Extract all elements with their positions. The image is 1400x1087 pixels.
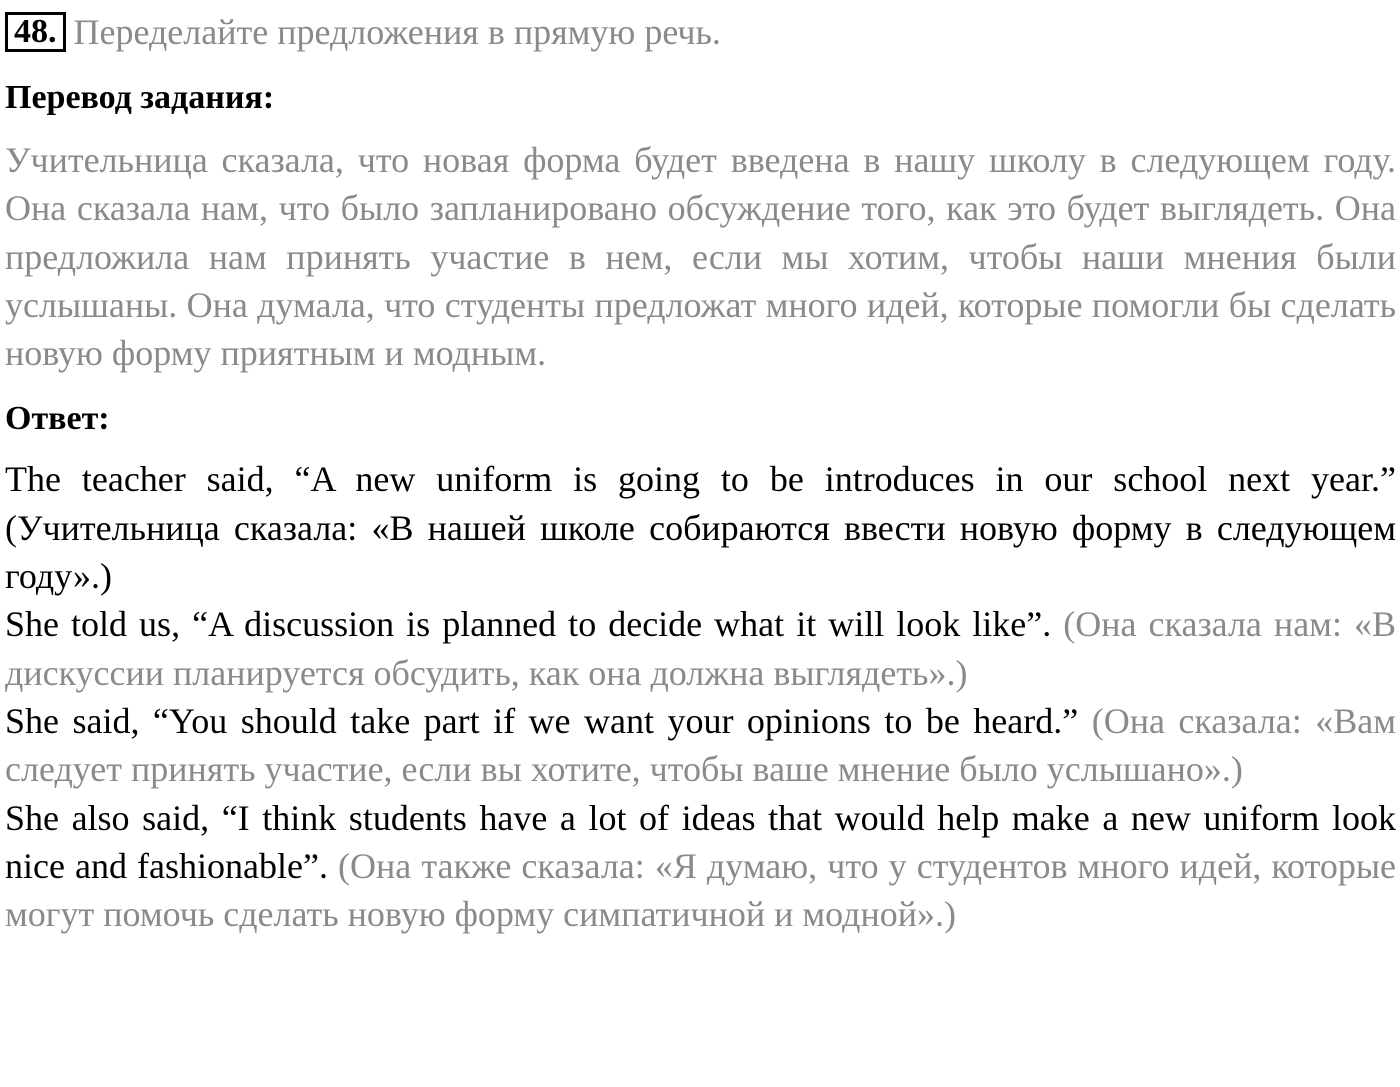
task-instruction: Переделайте предложения в прямую речь.: [73, 12, 721, 52]
document-page: [5, 0, 1396, 938]
answer-english: She also said, “I think students have a lot of ideas that would help make a new uniform look nice and fashionable”.: [5, 797, 1396, 886]
answer-english: The teacher said, “A new uniform is going to be introduces in our school next year.” (Учительница сказала: «В нашей школе собираются ввести новую форму в следующем году».): [5, 459, 1396, 597]
answer-translation: (Она сказала: «Вам следует принять участие, если вы хотите, чтобы ваше мнение было услышано».): [5, 700, 1396, 790]
translation-heading: Перевод задания:: [5, 79, 275, 116]
answer-item-2: [5, 600, 1396, 697]
task-number-box: 48.: [5, 12, 66, 52]
task-header: [5, 4, 1396, 60]
answer-translation: (Она также сказала: «Я думаю, что у студентов много идей, которые могут помочь сделать новую форму симпатичной и модной».): [5, 845, 1397, 935]
answer-english: She said, “You should take part if we want your opinions to be heard.”: [5, 700, 1079, 741]
translation-paragraph: Учительница сказала, что новая форма будет введена в нашу школу в следующем году. Она сказала нам, что было запланировано обсуждение того, как это будет выглядеть. Она предложила нам принять участие в нем, если мы хотим, чтобы наши мнения были услышаны. Она думала, что студенты предложат много идей, которые помогли бы сделать новую форму приятным и модным.: [5, 140, 1396, 374]
answer-english: She told us, “A discussion is planned to decide what it will look like”.: [5, 604, 1052, 645]
answer-heading: Ответ:: [5, 400, 110, 438]
answer-item-4: [5, 794, 1396, 939]
answer-item-1: [5, 455, 1396, 600]
answer-item-3: [5, 697, 1396, 794]
answer-block: [5, 455, 1396, 938]
answer-translation: (Она сказала нам: «В дискуссии планируется обсудить, как она должна выглядеть».): [5, 604, 1396, 693]
